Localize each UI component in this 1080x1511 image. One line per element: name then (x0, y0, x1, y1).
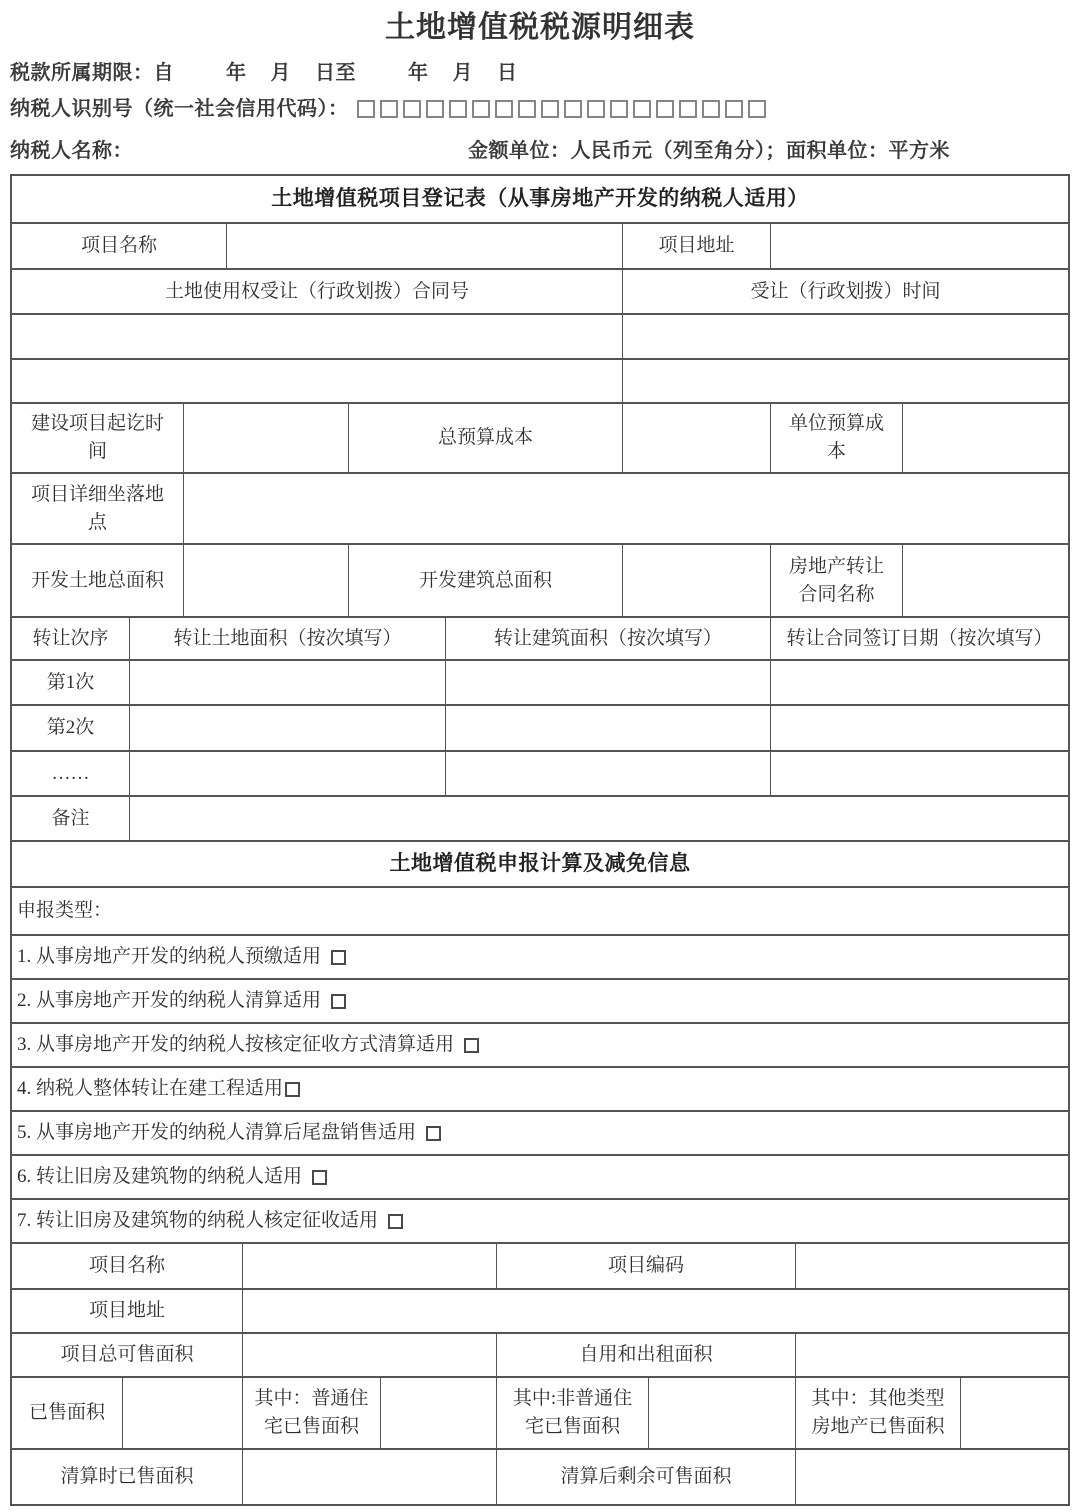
project-address-input[interactable] (770, 224, 1068, 268)
unit-budget-cost-label: 单位预算成本 (770, 404, 902, 472)
table-row (12, 1332, 1068, 1376)
table-row (12, 402, 1068, 472)
year-unit-label: 年 (226, 62, 247, 84)
table-row (12, 543, 1068, 616)
checkbox-icon[interactable] (464, 1038, 479, 1053)
tax-form-table (10, 174, 1070, 1506)
table-row (12, 1288, 1068, 1332)
decl-project-name-label: 项目名称 (88, 1255, 165, 1277)
project-code-label: 项目编码 (496, 1244, 795, 1288)
transfer-row-more (12, 750, 1068, 795)
remarks-input[interactable] (129, 797, 1068, 840)
table-row (12, 358, 1068, 402)
construction-period-label: 建设项目起讫时间 (30, 413, 164, 462)
id-box-icon[interactable] (748, 100, 766, 118)
option-label: 6. 转让旧房及建筑物的纳税人适用 (17, 1166, 303, 1188)
declare-type-option-3[interactable] (12, 1024, 1068, 1066)
id-box-icon[interactable] (656, 100, 674, 118)
transfer-building-area-label: 转让建筑面积（按次填写） (445, 618, 770, 659)
remaining-salable-input[interactable] (795, 1450, 1068, 1504)
id-box-icon[interactable] (679, 100, 697, 118)
transfer-row-2 (12, 704, 1068, 750)
taxpayer-name-blank[interactable] (133, 139, 468, 163)
table-row (12, 222, 1068, 268)
declare-type-option-6[interactable] (12, 1156, 1068, 1198)
page-title: 土地增值税税源明细表 (385, 11, 695, 44)
id-box-icon[interactable] (725, 100, 743, 118)
checkbox-icon[interactable] (285, 1082, 300, 1097)
id-box-icon[interactable] (426, 100, 444, 118)
transfer-1-seq-label: 第1次 (46, 671, 95, 693)
option-label: 3. 从事房地产开发的纳税人按核定征收方式清算适用 (17, 1034, 455, 1056)
declare-type-option-row (12, 1110, 1068, 1154)
decl-project-name-input[interactable] (242, 1244, 496, 1288)
taxpayer-id-line (10, 96, 1080, 122)
period-start-day-blank[interactable] (291, 61, 315, 85)
total-budget-cost-input[interactable] (622, 404, 770, 472)
option-label: 5. 从事房地产开发的纳税人清算后尾盘销售适用 (17, 1122, 417, 1144)
id-box-icon[interactable] (564, 100, 582, 118)
grant-time-label: 受让（行政划拨）时间 (622, 270, 1068, 313)
project-name-input[interactable] (226, 224, 622, 268)
transfer-contract-name-input[interactable] (902, 545, 1068, 616)
declare-type-option-row (12, 1198, 1068, 1242)
option-label: 2. 从事房地产开发的纳税人清算适用 (17, 990, 322, 1012)
other-sold-input[interactable] (960, 1378, 1068, 1448)
sold-area-input[interactable] (122, 1378, 242, 1448)
remarks-row (12, 795, 1068, 840)
registration-header-row (12, 176, 1068, 222)
id-box-icon[interactable] (541, 100, 559, 118)
option-label: 4. 纳税人整体转让在建工程适用 (17, 1078, 284, 1100)
month-unit-label: 月 (270, 62, 291, 84)
declare-type-option-1[interactable] (12, 936, 1068, 978)
transfer-contract-date-label: 转让合同签订日期（按次填写） (770, 618, 1068, 659)
transfer-1-date-input[interactable] (770, 661, 1068, 704)
self-use-rent-area-input[interactable] (795, 1334, 1068, 1376)
checkbox-icon[interactable] (331, 994, 346, 1009)
id-box-icon[interactable] (380, 100, 398, 118)
declare-type-option-row (12, 934, 1068, 978)
declaration-section-title: 土地增值税申报计算及减免信息 (389, 851, 691, 875)
non-ordinary-sold-input[interactable] (648, 1378, 795, 1448)
id-box-icon[interactable] (449, 100, 467, 118)
total-land-area-input[interactable] (183, 545, 348, 616)
declare-type-option-5[interactable] (12, 1112, 1068, 1154)
transfer-1-land-area-input[interactable] (129, 661, 445, 704)
id-box-icon[interactable] (587, 100, 605, 118)
unit-budget-cost-input[interactable] (902, 404, 1068, 472)
transfer-row-1 (12, 659, 1068, 704)
project-address-label: 项目地址 (622, 224, 770, 268)
period-end-month-blank[interactable] (429, 61, 453, 85)
id-box-icon[interactable] (357, 100, 375, 118)
total-building-area-label: 开发建筑总面积 (348, 545, 622, 616)
non-ordinary-sold-label: 其中:非普通住宅已售面积 (496, 1378, 648, 1448)
total-budget-cost-label: 总预算成本 (348, 404, 622, 472)
transfer-seq-label: 转让次序 (32, 627, 109, 649)
units-note: 金额单位：人民币元（列至角分）；面积单位：平方米 (468, 140, 950, 162)
checkbox-icon[interactable] (426, 1126, 441, 1141)
other-sold-label: 其中：其他类型房地产已售面积 (795, 1378, 960, 1448)
period-start-year-blank[interactable] (174, 61, 226, 85)
total-salable-area-label: 项目总可售面积 (60, 1344, 194, 1366)
table-row (12, 472, 1068, 543)
period-end-day-blank[interactable] (473, 61, 497, 85)
checkbox-icon[interactable] (312, 1170, 327, 1185)
transfer-more-land-area-input[interactable] (129, 752, 445, 795)
transfer-1-building-area-input[interactable] (445, 661, 770, 704)
sold-at-liquidation-label: 清算时已售面积 (60, 1466, 194, 1488)
transfer-2-building-area-input[interactable] (445, 706, 770, 750)
sold-at-liquidation-input[interactable] (242, 1450, 496, 1504)
grant-time-input-2[interactable] (622, 360, 1068, 402)
table-row (12, 268, 1068, 313)
declaration-header-row (12, 840, 1068, 886)
tax-period-line (10, 60, 1080, 86)
grant-time-input-1[interactable] (622, 315, 1068, 358)
day-to-unit-label: 日至 (315, 62, 356, 84)
total-building-area-input[interactable] (622, 545, 770, 616)
detailed-location-input[interactable] (183, 474, 1068, 543)
registration-section-title: 土地增值税项目登记表（从事房地产开发的纳税人适用） (271, 186, 809, 210)
option-label: 1. 从事房地产开发的纳税人预缴适用 (17, 946, 322, 968)
declare-type-option-row (12, 1154, 1068, 1198)
sold-area-row (12, 1376, 1068, 1448)
sold-area-label: 已售面积 (28, 1402, 105, 1424)
table-row (12, 1242, 1068, 1288)
land-contract-no-input-1[interactable] (12, 315, 622, 358)
day-unit-label: 日 (497, 62, 518, 84)
transfer-more-seq-label: …… (51, 762, 90, 784)
declare-type-option-row (12, 1066, 1068, 1110)
land-contract-no-input-2[interactable] (12, 360, 622, 402)
declare-type-option-4[interactable] (12, 1068, 1068, 1110)
declare-type-row (12, 886, 1068, 934)
id-box-icon[interactable] (403, 100, 421, 118)
id-box-icon[interactable] (633, 100, 651, 118)
total-salable-area-input[interactable] (242, 1334, 496, 1376)
option-label: 7. 转让旧房及建筑物的纳税人核定征收适用 (17, 1210, 379, 1232)
liquidation-row (12, 1448, 1068, 1504)
land-contract-no-label: 土地使用权受让（行政划拨）合同号 (164, 280, 469, 302)
remarks-label: 备注 (51, 807, 90, 829)
id-box-icon[interactable] (495, 100, 513, 118)
total-land-area-label: 开发土地总面积 (30, 569, 164, 591)
taxpayer-id-boxes (357, 100, 766, 118)
declare-type-label: 申报类型： (17, 900, 113, 922)
month-unit-label: 月 (452, 62, 473, 84)
id-box-icon[interactable] (702, 100, 720, 118)
id-box-icon[interactable] (518, 100, 536, 118)
declare-type-option-2[interactable] (12, 980, 1068, 1022)
ordinary-sold-input[interactable] (380, 1378, 496, 1448)
transfer-contract-name-label: 房地产转让合同名称 (770, 545, 902, 616)
checkbox-icon[interactable] (331, 950, 346, 965)
period-end-year-blank[interactable] (356, 61, 408, 85)
project-name-label: 项目名称 (80, 235, 157, 257)
tax-period-label: 税款所属期限：自 (10, 62, 174, 84)
table-row (12, 313, 1068, 358)
id-box-icon[interactable] (610, 100, 628, 118)
period-start-month-blank[interactable] (247, 61, 271, 85)
declare-type-option-row (12, 978, 1068, 1022)
transfer-more-date-input[interactable] (770, 752, 1068, 795)
project-code-input[interactable] (795, 1244, 1068, 1288)
transfer-header-row (12, 616, 1068, 659)
self-use-rent-area-label: 自用和出租面积 (496, 1334, 795, 1376)
taxpayer-name-line (10, 138, 1080, 164)
transfer-2-date-input[interactable] (770, 706, 1068, 750)
transfer-land-area-label: 转让土地面积（按次填写） (129, 618, 445, 659)
detailed-location-label: 项目详细坐落地点 (30, 483, 164, 533)
transfer-more-building-area-input[interactable] (445, 752, 770, 795)
decl-project-address-label: 项目地址 (88, 1300, 165, 1322)
transfer-2-land-area-input[interactable] (129, 706, 445, 750)
decl-project-address-input[interactable] (242, 1290, 1068, 1332)
declare-type-option-7[interactable] (12, 1200, 1068, 1242)
ordinary-sold-label: 其中：普通住宅已售面积 (242, 1378, 380, 1448)
remaining-salable-label: 清算后剩余可售面积 (496, 1450, 795, 1504)
transfer-2-seq-label: 第2次 (46, 717, 95, 739)
declare-type-option-row (12, 1022, 1068, 1066)
taxpayer-id-label: 纳税人识别号（统一社会信用代码）： (10, 98, 349, 120)
taxpayer-name-label: 纳税人名称： (10, 140, 133, 162)
year-unit-label: 年 (408, 62, 429, 84)
id-box-icon[interactable] (472, 100, 490, 118)
checkbox-icon[interactable] (388, 1214, 403, 1229)
construction-period-input[interactable] (183, 404, 348, 472)
